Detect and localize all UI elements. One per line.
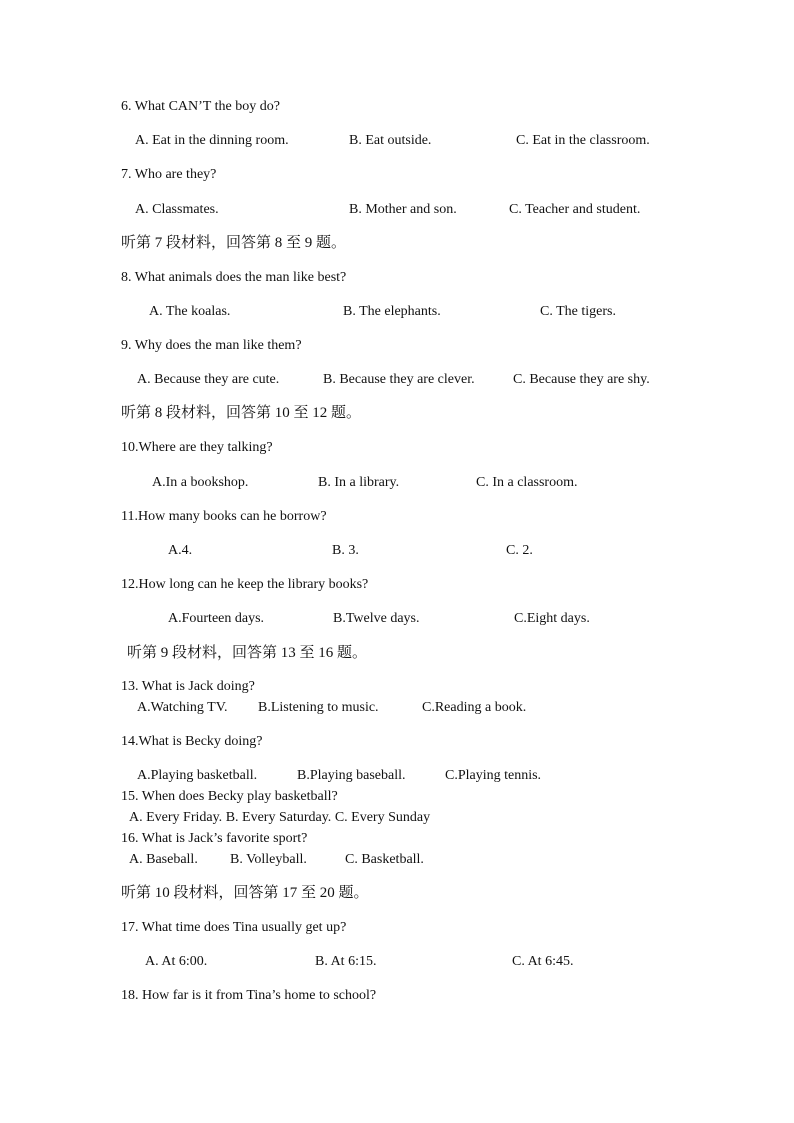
question-9: 9. Why does the man like them?: [121, 338, 302, 353]
q14-option-b: B.Playing baseball.: [297, 768, 406, 783]
q15-option-c: C. Every Sunday: [334, 810, 431, 825]
q13-option-a: A.Watching TV.: [137, 700, 228, 715]
question-7: 7. Who are they?: [121, 167, 217, 182]
q12-option-c: C.Eight days.: [514, 611, 590, 626]
section-header-9: 听第 9 段材料，回答第 13 至 16 题。: [127, 645, 368, 661]
q7-option-b: B. Mother and son.: [349, 202, 457, 217]
question-8: 8. What animals does the man like best?: [121, 270, 347, 285]
q9-option-a: A. Because they are cute.: [137, 372, 280, 387]
q8-option-a: A. The koalas.: [149, 304, 231, 319]
question-17: 17. What time does Tina usually get up?: [121, 920, 347, 935]
q7-option-c: C. Teacher and student.: [509, 202, 641, 217]
section-header-8: 听第 8 段材料，回答第 10 至 12 题。: [121, 405, 362, 421]
q11-option-b: B. 3.: [332, 543, 359, 558]
q8-option-c: C. The tigers.: [540, 304, 616, 319]
q17-option-b: B. At 6:15.: [315, 954, 377, 969]
q12-option-a: A.Fourteen days.: [168, 611, 265, 626]
section-header-7: 听第 7 段材料，回答第 8 至 9 题。: [121, 235, 347, 251]
question-11: 11.How many books can he borrow?: [121, 509, 327, 524]
q13-option-c: C.Reading a book.: [422, 700, 527, 715]
q9-option-c: C. Because they are shy.: [513, 372, 650, 387]
q6-option-a: A. Eat in the dinning room.: [135, 133, 289, 148]
q6-option-c: C. Eat in the classroom.: [516, 133, 650, 148]
q10-option-b: B. In a library.: [318, 475, 400, 490]
q16-option-a: A. Baseball.: [129, 852, 198, 867]
q10-option-c: C. In a classroom.: [476, 475, 578, 490]
section-header-10: 听第 10 段材料，回答第 17 至 20 题。: [121, 885, 369, 901]
q13-option-b: B.Listening to music.: [258, 700, 379, 715]
q17-option-c: C. At 6:45.: [512, 954, 574, 969]
q17-option-a: A. At 6:00.: [145, 954, 208, 969]
question-16: 16. What is Jack’s favorite sport?: [121, 831, 308, 846]
q7-option-a: A. Classmates.: [135, 202, 219, 217]
q11-option-c: C. 2.: [506, 543, 533, 558]
question-14: 14.What is Becky doing?: [121, 734, 263, 749]
question-10: 10.Where are they talking?: [121, 440, 273, 455]
question-12: 12.How long can he keep the library books?: [121, 577, 369, 592]
q16-option-b: B. Volleyball.: [230, 852, 307, 867]
question-6: 6. What CAN’T the boy do?: [121, 99, 280, 114]
question-15: 15. When does Becky play basketball?: [121, 789, 338, 804]
q15-option-a: A. Every Friday.: [129, 810, 223, 825]
question-13: 13. What is Jack doing?: [121, 679, 255, 694]
question-18: 18. How far is it from Tina’s home to school?: [121, 988, 377, 1003]
q12-option-b: B.Twelve days.: [333, 611, 420, 626]
q14-option-c: C.Playing tennis.: [445, 768, 542, 783]
q8-option-b: B. The elephants.: [343, 304, 441, 319]
q10-option-a: A.In a bookshop.: [152, 475, 249, 490]
q9-option-b: B. Because they are clever.: [323, 372, 475, 387]
q15-option-b: B. Every Saturday.: [225, 810, 332, 825]
q6-option-b: B. Eat outside.: [349, 133, 432, 148]
q11-option-a: A.4.: [168, 543, 193, 558]
q15-options: [129, 809, 430, 827]
q16-option-c: C. Basketball.: [345, 852, 424, 867]
q14-option-a: A.Playing basketball.: [137, 768, 258, 783]
